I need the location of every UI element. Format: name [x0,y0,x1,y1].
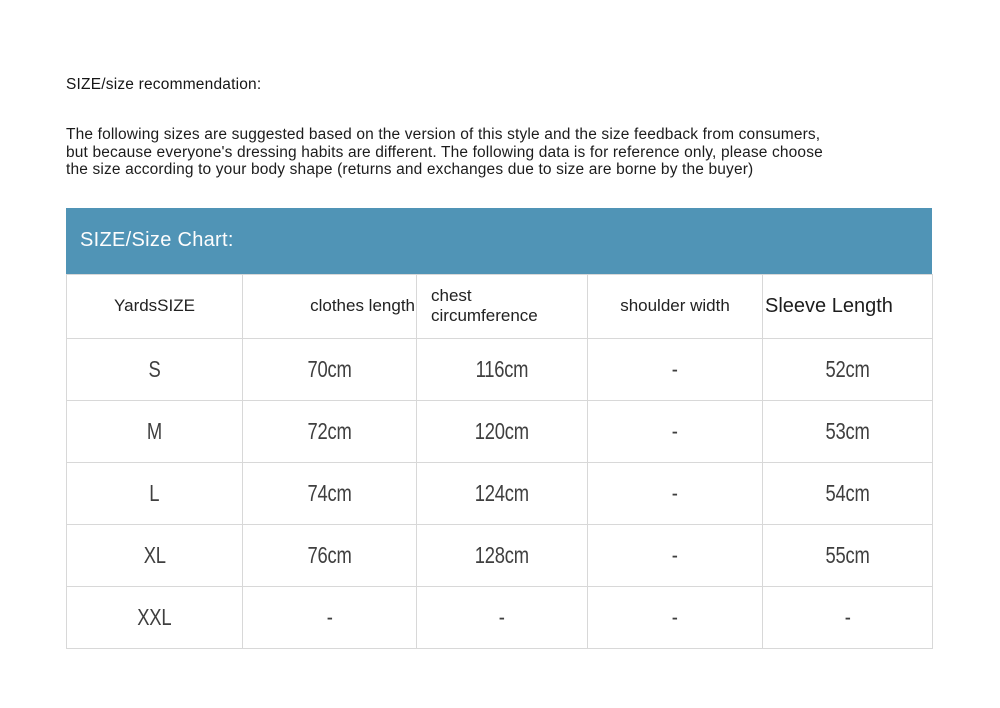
size-chart-table [66,274,933,649]
cell-sleeve-length: 52cm [763,338,933,400]
size-recommendation-line-1: The following sizes are suggested based on the version of this style and the size feedback from consumers, [66,126,821,143]
size-chart-title: SIZE/Size Chart: [80,229,234,251]
size-chart-header-row [67,274,933,338]
cell-clothes-length: 76cm [243,524,417,586]
cell-size: M [67,400,243,462]
size-chart-title-bar [66,208,932,274]
size-row-s [67,338,933,400]
cell-chest-circumference: - [417,586,588,648]
cell-size: XL [67,524,243,586]
cell-shoulder-width: - [588,524,763,586]
size-recommendation-line-2: but because everyone's dressing habits are different. The following data is for reference only, please choose [66,143,823,161]
size-row-l [67,462,933,524]
cell-chest-circumference: 116cm [417,338,588,400]
cell-sleeve-length: - [763,586,933,648]
cell-chest-circumference: 128cm [417,524,588,586]
column-header-chest-circumference: chest circumference [417,274,588,338]
cell-shoulder-width: - [588,400,763,462]
cell-clothes-length: 74cm [243,462,417,524]
cell-sleeve-length: 55cm [763,524,933,586]
size-row-m [67,400,933,462]
size-row-xl [67,524,933,586]
cell-size: XXL [67,586,243,648]
column-header-sleeve-length: Sleeve Length [763,274,933,338]
cell-clothes-length: 70cm [243,338,417,400]
cell-chest-circumference: 124cm [417,462,588,524]
column-header-clothes-length: clothes length [243,274,417,338]
cell-size: L [67,462,243,524]
size-row-xxl [67,586,933,648]
cell-sleeve-length: 53cm [763,400,933,462]
size-recommendation-heading: SIZE/size recommendation: [66,76,262,93]
cell-clothes-length: 72cm [243,400,417,462]
cell-sleeve-length: 54cm [763,462,933,524]
cell-shoulder-width: - [588,338,763,400]
cell-size: S [67,338,243,400]
cell-chest-circumference: 120cm [417,400,588,462]
column-header-shoulder-width: shoulder width [588,274,763,338]
cell-clothes-length: - [243,586,417,648]
cell-shoulder-width: - [588,586,763,648]
size-recommendation-text [66,126,1000,179]
size-recommendation-line-3: the size according to your body shape (returns and exchanges due to size are borne by the buyer) [66,161,754,178]
cell-shoulder-width: - [588,462,763,524]
column-header-yards-size: YardsSIZE [67,274,243,338]
